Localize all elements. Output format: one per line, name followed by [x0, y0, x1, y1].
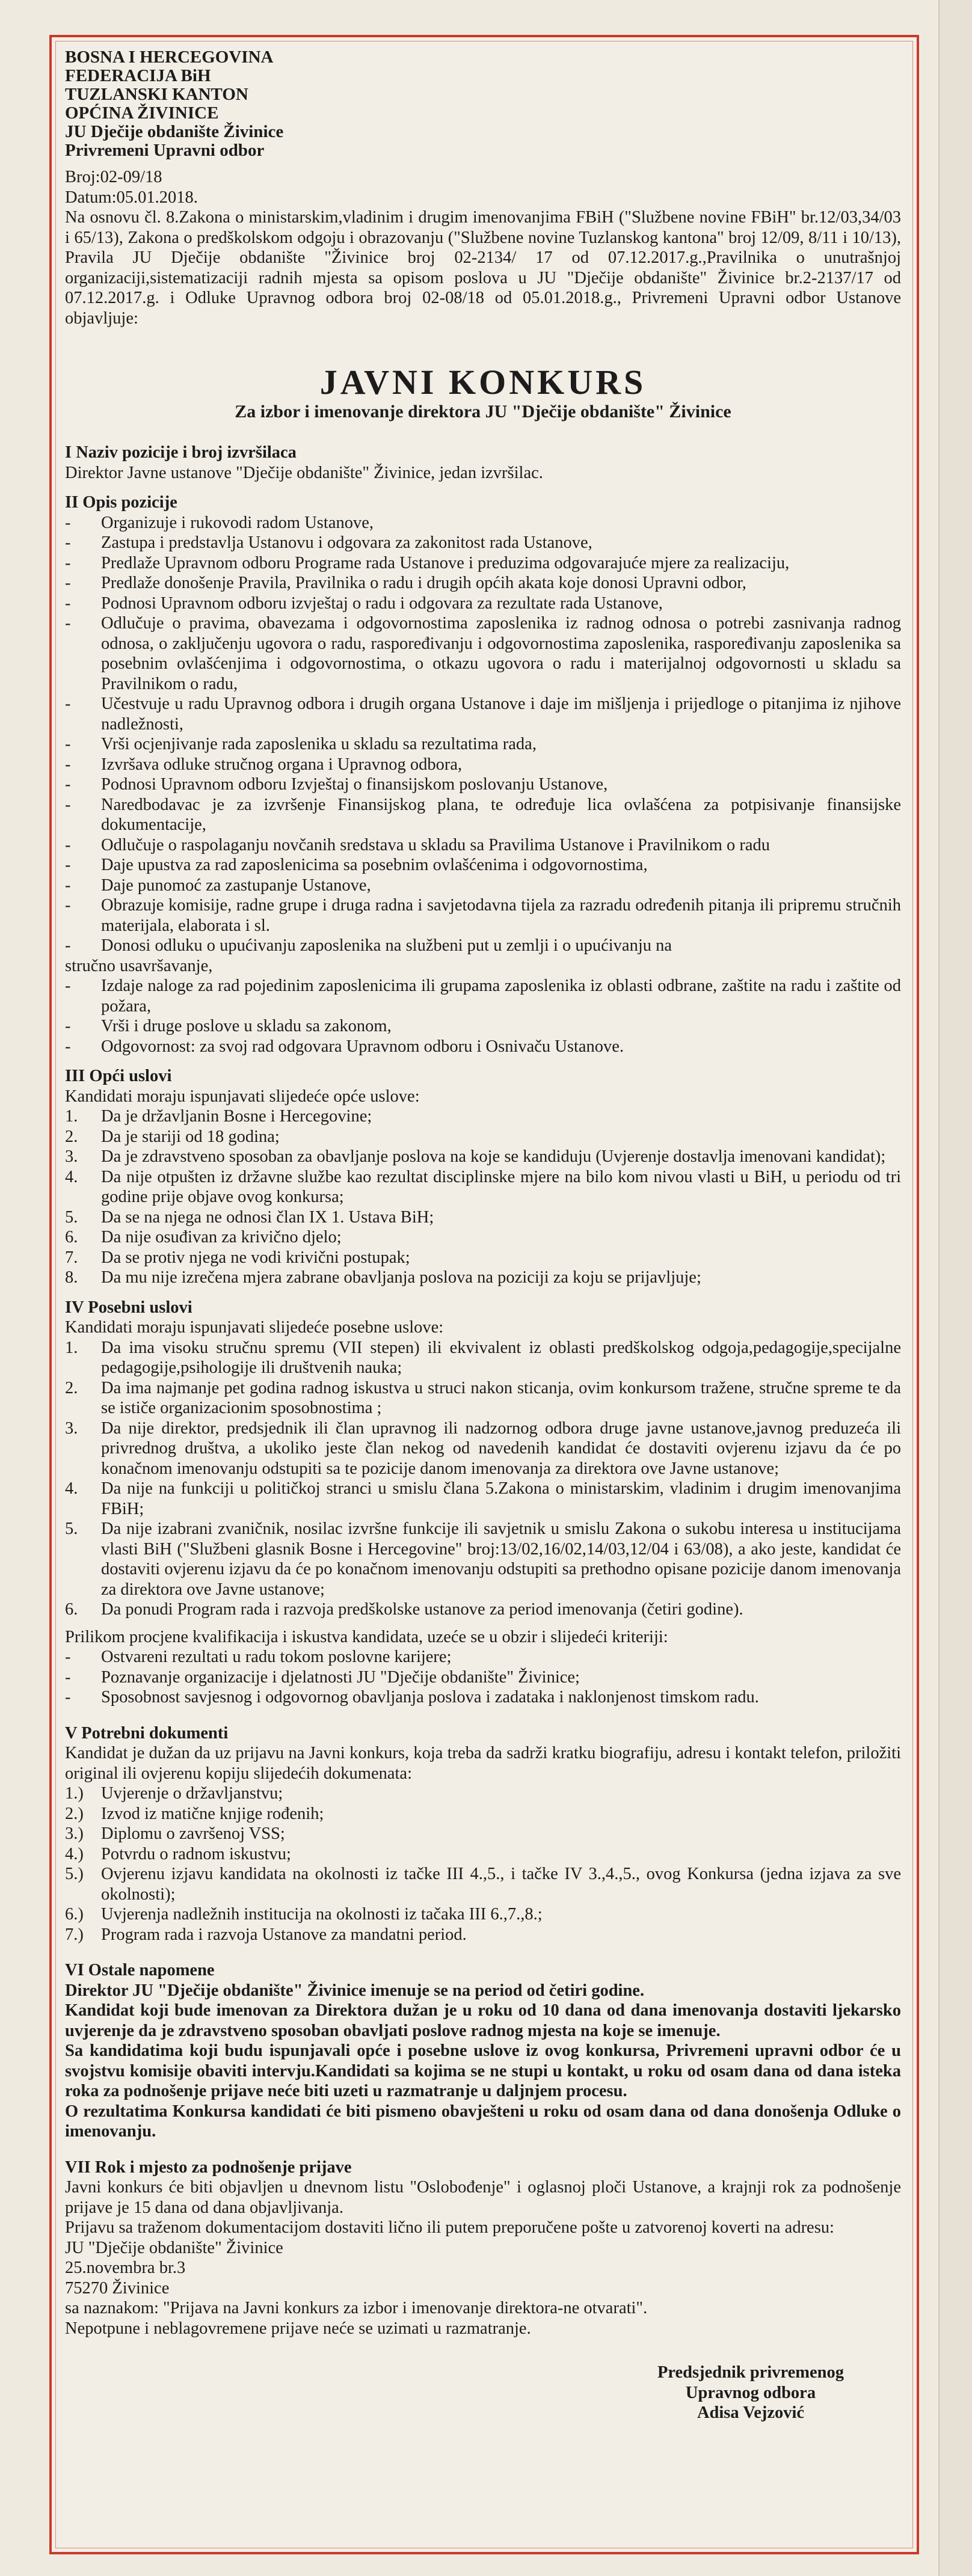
signatory-name: Adisa Vejzović	[697, 2403, 805, 2422]
item-number: 3.	[65, 1147, 78, 1166]
item-text: Program rada i razvoja Ustanove za mandatni period.	[101, 1925, 467, 1944]
duties-list	[65, 513, 901, 956]
list-item	[65, 1844, 901, 1865]
item-text: Da ima najmanje pet godina radnog iskustva u struci nakon sticanja, ovim konkursom tražene, stručne spreme te da se ističe organizacionim sposobnostima ;	[101, 1378, 901, 1417]
special-conditions-lead: Kandidati moraju ispunjavati slijedeće posebne uslove:	[65, 1318, 444, 1337]
item-number: 4.	[65, 1479, 78, 1498]
item-number: 3.)	[65, 1824, 84, 1843]
signature-line: Upravnog odbora	[685, 2383, 816, 2402]
list-item	[65, 1519, 901, 1599]
documents-list	[65, 1783, 901, 1945]
duties-list-continued	[65, 976, 901, 1056]
list-item: - Odgovornost: za svoj rad odgovara Upravnom odboru i Osnivaču Ustanove.	[65, 1037, 901, 1057]
list-item: - Podnosi Upravnom odboru izvještaj o radu i odgovara za rezultate rada Ustanove,	[65, 593, 901, 614]
duties-continuation: stručno usavršavanje,	[65, 956, 213, 975]
section-title-documents: V Potrebni dokumenti	[65, 1723, 229, 1743]
list-item: - Ostvareni rezultati u radu tokom poslovne karijere;	[65, 1647, 901, 1667]
item-number: 6.	[65, 1228, 78, 1247]
item-text: Uvjerenje o državljanstvu;	[101, 1784, 283, 1803]
item-number: 1.	[65, 1107, 78, 1126]
address-line: 75270 Živinice	[65, 2278, 170, 2298]
notes-paragraph: Kandidat koji bude imenovan za Direktora dužan je u roku od 10 dana od dana imenovanja dostaviti ljekarsko uvjerenje da je zdravstveno sposoban obavljati poslove radnog mjesta na koje se imenuje.	[65, 2001, 901, 2040]
address-line: 25.novembra br.3	[65, 2259, 186, 2277]
list-item	[65, 1418, 901, 1479]
signature-area	[65, 2363, 901, 2483]
item-number: 5.)	[65, 1865, 84, 1883]
notice-content	[65, 48, 901, 2483]
section-title-deadline: VII Rok i mjesto za podnošenje prijave	[65, 2157, 352, 2177]
list-item: - Izdaje naloge za rad pojedinim zaposlenicima ili grupama zaposlenika iz oblasti odbrane, zaštite na radu i zaštite od požara,	[65, 976, 901, 1016]
list-item	[65, 1338, 901, 1378]
document-date: Datum:05.01.2018.	[65, 188, 198, 207]
list-item	[65, 1599, 901, 1620]
item-text: Uvjerenja nadležnih institucija na okolnosti iz tačaka III 6.,7.,8.;	[101, 1905, 543, 1924]
item-number: 6.)	[65, 1905, 84, 1924]
list-item: - Donosi odluku o upućivanju zaposlenika na službeni put u zemlji i o upućivanju na	[65, 936, 901, 956]
list-item	[65, 1248, 901, 1268]
item-text: Izvod iz matične knjige rođenih;	[101, 1804, 324, 1823]
section-title-position: I Naziv pozicije i broj izvršilaca	[65, 443, 297, 462]
list-item: - Daje punomoć za zastupanje Ustanove,	[65, 876, 901, 896]
submission-address	[65, 2238, 901, 2299]
list-item: - Predlaže donošenje Pravila, Pravilnika o radu i drugih općih akata koje donosi Upravni odbor,	[65, 573, 901, 593]
item-number: 4.	[65, 1167, 78, 1186]
section-title-general-conditions: III Opći uslovi	[65, 1067, 172, 1085]
list-item	[65, 1127, 901, 1147]
list-item: - Daje upustva za rad zaposlenicima sa posebnim ovlašćenima i odgovornostima,	[65, 855, 901, 876]
list-item: - Učestvuje u radu Upravnog odbora i drugih organa Ustanove i daje im mišljenja i prijedloge o pitanjima iz njihove nadležnosti,	[65, 694, 901, 734]
header-line: BOSNA I HERCEGOVINA	[65, 48, 274, 67]
item-number: 2.	[65, 1378, 78, 1397]
item-number: 1.)	[65, 1784, 84, 1803]
list-item	[65, 1207, 901, 1228]
notes-paragraph: O rezultatima Konkursa kandidati će biti pismeno obavješteni u roku od osam dana od dana donošenja Odluke o imenovanju.	[65, 2102, 901, 2141]
item-number: 5.	[65, 1520, 78, 1538]
general-conditions-list	[65, 1106, 901, 1288]
header-line: Privremeni Upravni odbor	[65, 141, 265, 160]
item-text: Diplomu o završenoj VSS;	[101, 1824, 285, 1843]
item-text: Da nije izabrani zvaničnik, nosilac izvršne funkcije ili savjetnik u smislu Zakona o sukobu interesa u institucijama vlasti BiH ("Službeni glasnik Bosne i Hercegovine" broj:13/02,16/02,14/03,12/04 i 63/08), a ako jeste, kandidat će dostaviti ovjerenu izjavu da će po konačnom imenovanju odstupiti sa prethodno opisane pozicije danom imenovanja za direktora ove Javne ustanove;	[101, 1520, 901, 1599]
item-number: 3.	[65, 1418, 78, 1438]
signature-line: Predsjednik privremenog	[657, 2363, 844, 2382]
item-number: 6.	[65, 1600, 78, 1619]
item-text: Da se protiv njega ne vodi krivični postupak;	[101, 1248, 410, 1267]
item-number: 4.)	[65, 1844, 84, 1863]
list-item	[65, 1824, 901, 1844]
signature-block	[618, 2363, 883, 2423]
header-line: FEDERACIJA BiH	[65, 66, 211, 85]
item-number: 7.	[65, 1248, 78, 1267]
list-item: - Poznavanje organizacije i djelatnosti JU "Dječije obdanište" Živinice;	[65, 1667, 901, 1688]
reference-number: Broj:02-09/18	[65, 168, 162, 186]
notes-paragraph: Sa kandidatima koji budu ispunjavali opće i posebne uslove iz ovog konkursa, Privremeni upravni odbor će u svojstvu komisije obaviti intervju.Kandidati sa kojima se ne stupi u kontakt, u roku od osam dana od dana isteka roka za podnošenje prijave neće biti uzeti u razmatranje u daljnjem procesu.	[65, 2041, 901, 2100]
notice-title: JAVNI KONKURS	[319, 363, 647, 402]
item-text: Da je zdravstveno sposoban za obavljanje poslova na koje se kandiduju (Uvjerenje dostavlja imenovani kandidat);	[101, 1147, 886, 1166]
list-item: - Sposobnost savjesnog i odgovornog obavljanja poslova i zadataka i naklonjenost timskom radu.	[65, 1687, 901, 1708]
legal-basis-paragraph: Na osnovu čl. 8.Zakona o ministarskim,vladinim i drugim imenovanjima FBiH ("Službene novine FBiH" br.12/03,34/03 i 65/13), Zakona o predškolskom odgoju i obrazovanju ("Službene novine Tuzlanskog kantona" broj 12/09, 8/11 i 10/13), Pravila JU Dječije obdanište "Živinice broj 02-2134/ 17 od 07.12.2017.g.,Pravilnika o unutrašnjoj organizaciji,sistematizaciji radnih mjesta sa opisom poslova u JU "Dječije obdanište" Živinice br.2-2137/17 od 07.12.2017.g. i Odluke Upravnog odbora broj 02-08/18 od 05.01.2018.g., Privremeni Upravni odbor Ustanove objavljuje:	[65, 208, 901, 328]
item-text: Da se na njega ne odnosi član IX 1. Ustava BiH;	[101, 1207, 434, 1227]
list-item: - Vrši ocjenjivanje rada zaposlenika u skladu sa rezultatima rada,	[65, 734, 901, 755]
item-text: Da je državljanin Bosne i Hercegovine;	[101, 1107, 372, 1126]
item-number: 7.)	[65, 1925, 84, 1944]
section-title-notes: VI Ostale napomene	[65, 1961, 215, 1980]
list-item: - Vrši i druge poslove u skladu sa zakonom,	[65, 1016, 901, 1037]
closing-note: Nepotpune i neblagovremene prijave neće se uzimati u razmatranje.	[65, 2319, 531, 2338]
list-item: - Odlučuje o raspolaganju novčanih sredstava u skladu sa Pravilima Ustanove i Pravilnikom o radu	[65, 835, 901, 856]
item-number: 2.	[65, 1127, 78, 1146]
notes-paragraph: Direktor JU "Dječije obdanište" Živinice imenuje se na period od četiri godine.	[65, 1981, 645, 2000]
special-conditions-list	[65, 1338, 901, 1620]
list-item	[65, 1479, 901, 1519]
item-text: Potvrdu o radnom iskustvu;	[101, 1844, 291, 1863]
list-item	[65, 1783, 901, 1804]
deadline-paragraph: Javni konkurs će biti objavljen u dnevnom listu "Oslobođenje" i oglasnoj ploči Ustanove, a krajnji rok za podnošenje prijave je 15 dana od dana objavljivanja.	[65, 2178, 901, 2217]
list-item: - Podnosi Upravnom odboru Izvještaj o finansijskom poslovanju Ustanove,	[65, 774, 901, 795]
item-text: Ovjerenu izjavu kandidata na okolnosti iz tačke III 4.,5., i tačke IV 3.,4.,5., ovog Konkursa (jedna izjava za sve okolnosti);	[101, 1865, 901, 1904]
document-meta	[65, 167, 901, 207]
item-text: Da mu nije izrečena mjera zabrane obavljanja poslova na poziciji za koju se prijavljuje;	[101, 1268, 701, 1287]
item-text: Da ponudi Program rada i razvoja predškolske ustanove za period imenovanja (četiri godine).	[101, 1600, 743, 1619]
list-item: - Organizuje i rukovodi radom Ustanove,	[65, 513, 901, 533]
list-item	[65, 1227, 901, 1248]
item-number: 8.	[65, 1268, 78, 1287]
list-item	[65, 1147, 901, 1167]
position-text: Direktor Javne ustanove "Dječije obdanište" Živinice, jedan izvršilac.	[65, 463, 543, 482]
submission-paragraph: Prijavu sa traženom dokumentacijom dostaviti lično ili putem preporučene pošte u zatvorenoj koverti na adresu:	[65, 2218, 834, 2237]
list-item: - Izvršava odluke stručnog organa i Upravnog odbora,	[65, 755, 901, 775]
list-item	[65, 1904, 901, 1925]
header-line: TUZLANSKI KANTON	[65, 85, 248, 104]
list-item	[65, 1106, 901, 1127]
adjacent-column-edge	[938, 0, 972, 2576]
criteria-list	[65, 1647, 901, 1708]
envelope-note: sa naznakom: "Prijava na Javni konkurs za izbor i imenovanje direktora-ne otvarati".	[65, 2299, 648, 2317]
list-item	[65, 1268, 901, 1288]
section-title-description: II Opis pozicije	[65, 493, 177, 512]
documents-lead: Kandidat je dužan da uz prijavu na Javni konkurs, koja treba da sadrži kratku biografiju, adresu i kontakt telefon, priložiti original ili ovjerenu kopiju slijedećih dokumenata:	[65, 1744, 901, 1783]
header-line: OPĆINA ŽIVINICE	[65, 103, 219, 123]
notice-subtitle: Za izbor i imenovanje direktora JU "Dječije obdanište" Živinice	[235, 402, 731, 422]
issuer-header	[65, 48, 901, 160]
list-item	[65, 1864, 901, 1904]
list-item: - Zastupa i predstavlja Ustanovu i odgovara za zakonitost rada Ustanove,	[65, 533, 901, 553]
item-text: Da nije direktor, predsjednik ili član upravnog ili nadzornog odbora druge javne ustanove,javnog preduzeća ili privrednog društva, a ukoliko jeste član nekog od navedenih kandidat će dostaviti ovjerenu izjavu da će po konačnom imenovanju odstupiti sa te pozicije danom imenovanja za direktora ove Javne ustanove;	[101, 1418, 901, 1478]
list-item	[65, 1167, 901, 1207]
item-text: Da nije otpušten iz državne službe kao rezultat disciplinske mjere na bilo kom nivou vlasti u BiH, u periodu od tri godine prije objave ovog konkursa;	[101, 1167, 901, 1206]
general-conditions-lead: Kandidati moraju ispunjavati slijedeće opće uslove:	[65, 1087, 420, 1106]
item-text: Da je stariji od 18 godina;	[101, 1127, 280, 1146]
list-item	[65, 1804, 901, 1824]
header-line: JU Dječije obdanište Živinice	[65, 122, 284, 141]
item-text: Da nije na funkciji u političkoj stranci u smislu člana 5.Zakona o ministarskim, vladinim i drugim imenovanjima FBiH;	[101, 1479, 901, 1518]
item-number: 2.)	[65, 1804, 84, 1823]
item-number: 1.	[65, 1338, 78, 1357]
address-line: JU "Dječije obdanište" Živinice	[65, 2238, 283, 2257]
item-number: 5.	[65, 1207, 78, 1227]
list-item	[65, 1925, 901, 1945]
list-item: - Naredbodavac je za izvršenje Finansijskog plana, te određuje lica ovlašćena za potpisivanje finansijske dokumentacije,	[65, 795, 901, 835]
section-title-special-conditions: IV Posebni uslovi	[65, 1298, 192, 1317]
list-item: - Obrazuje komisije, radne grupe i druga radna i savjetodavna tijela za razradu određenih pitanja ili pripremu stručnih materijala, elaborata i sl.	[65, 895, 901, 936]
item-text: Da ima visoku stručnu spremu (VII stepen) ili ekvivalent iz oblasti predškolskog odgoja,pedagogije,specijalne pedagogije,psihologije ili društvenih nauka;	[101, 1338, 901, 1377]
list-item: - Odlučuje o pravima, obavezama i odgovornostima zaposlenika iz radnog odnosa o potrebi zasnivanja radnog odnosa, o zaključenju ugovora o radu, raspoređivanju i odgovornostima zaposlenika, raspoređivanju zaposlenika sa posebnim ovlašćenjima i odgovornostima, o otkazu ugovora o radu i materijalnoj odgovornosti u skladu sa Pravilnikom o radu,	[65, 613, 901, 694]
list-item: - Predlaže Upravnom odboru Programe rada Ustanove i preduzima odgovarajuće mjere za realizaciju,	[65, 553, 901, 574]
list-item	[65, 1378, 901, 1418]
criteria-lead: Prilikom procjene kvalifikacija i iskustva kandidata, uzeće se u obzir i slijedeći kriteriji:	[65, 1627, 668, 1646]
item-text: Da nije osuđivan za krivično djelo;	[101, 1228, 342, 1247]
